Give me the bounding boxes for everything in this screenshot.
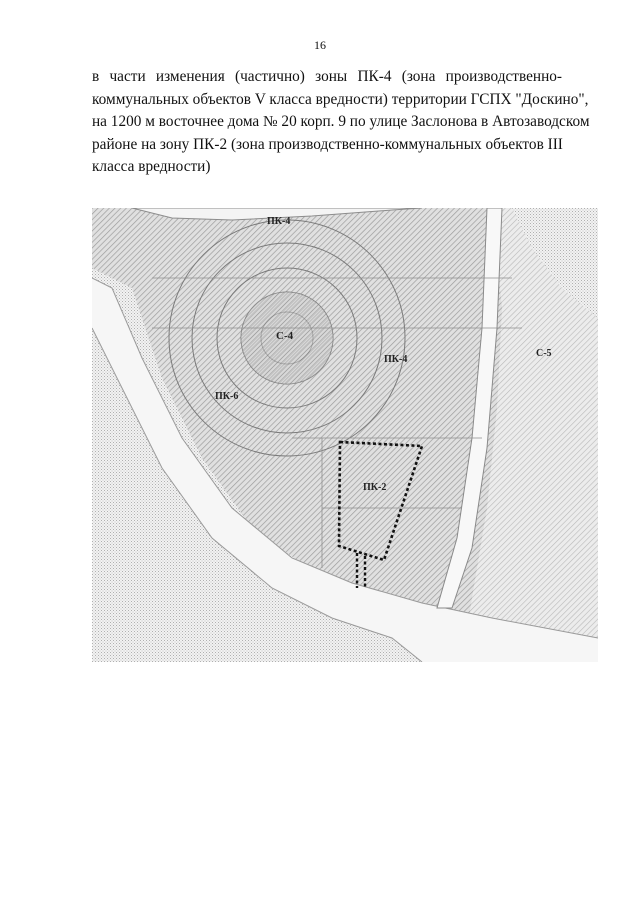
text-line-1: в части изменения (частично) зоны ПК-4 (зона производственно- <box>92 68 562 85</box>
text-line-4: районе на зону ПК-2 (зона производственно-коммунальных объектов III <box>92 135 563 153</box>
text-line-2: коммунальных объектов V класса вредности) территории ГСПХ "Доскино", <box>92 90 589 108</box>
label-pk6: ПК-6 <box>215 391 239 402</box>
zoning-map-svg <box>92 208 598 662</box>
text-line-5: класса вредности) <box>92 158 211 175</box>
label-pk4-top: ПК-4 <box>267 216 291 227</box>
label-c4: С-4 <box>276 330 294 342</box>
text-line-3: на 1200 м восточнее дома № 20 корп. 9 по улице Заслонова в Автозаводском <box>92 113 590 130</box>
body-paragraph <box>92 66 590 179</box>
label-c5: С-5 <box>536 348 552 359</box>
label-pk2: ПК-2 <box>363 482 387 493</box>
label-pk4-mid: ПК-4 <box>384 354 408 365</box>
page-number: 16 <box>314 38 326 52</box>
zoning-map <box>92 208 598 662</box>
